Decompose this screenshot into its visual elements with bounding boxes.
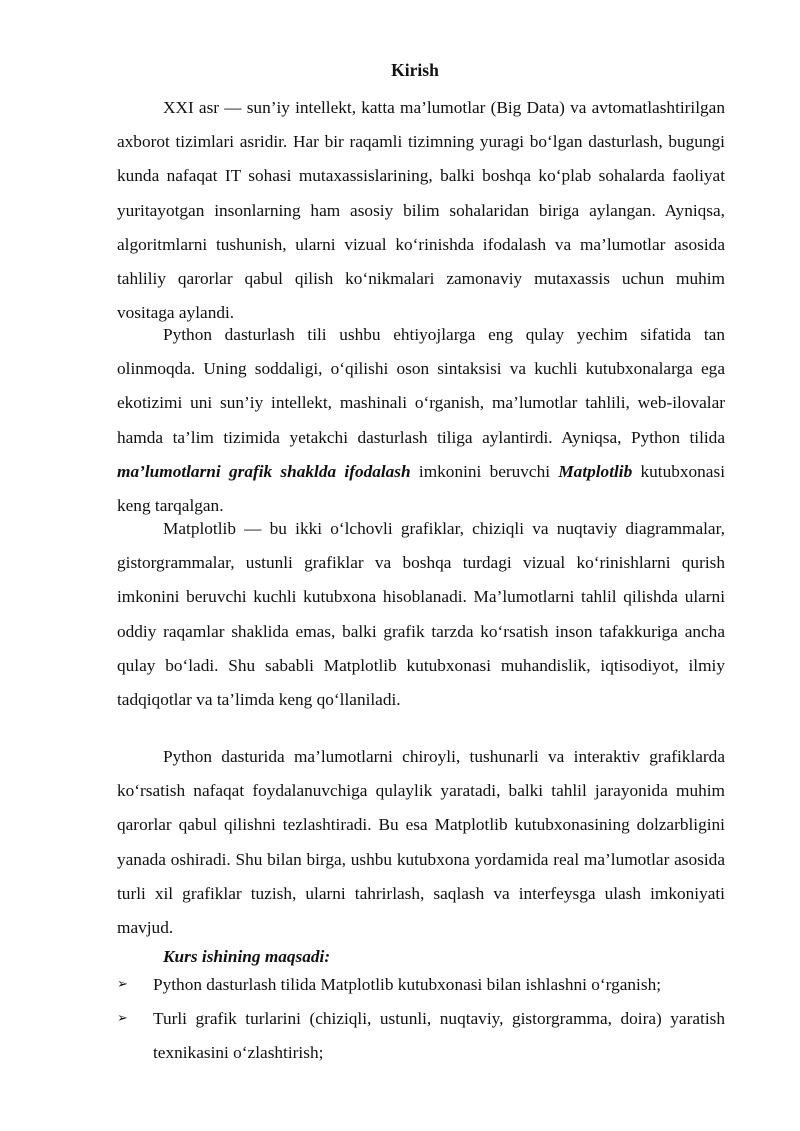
paragraph-python-text-c: kutubxonasi keng tarqalgan.: [117, 461, 725, 516]
paragraph-visualization-text: Python dasturida ma’lumotlarni chiroyli, tushunarli va interaktiv grafiklarda ko‘rsatish nafaqat foydalanuvchiga qulaylik yaratadi, balki tahlil jarayonida muhim qarorlar qabul qilishni tezlashtiradi. Bu esa Matplotlib kutubxonasining dolzarbligini yanada oshiradi. Shu bilan birga, ushbu kutubxona yordamida real ma’lumotlar asosida turli xil grafiklar tuzish, ularni tahrirlash, saqlash va interfeysga ulash imkoniyati mavjud.: [117, 747, 725, 938]
paragraph-intro-text: XXI asr — sun’iy intellekt, katta ma’lumotlar (Big Data) va avtomatlashtirilgan axborot tizimlari asridir. Har bir raqamli tizimning yuragi bo‘lgan dasturlash, bugungi kunda nafaqat IT sohasi mutaxassislarining, balki boshqa ko‘plab sohalarda faoliyat yuritayotgan insonlarning ham asosiy bilim sohalaridan biriga aylangan. Ayniqsa, algoritmlarni tushunish, ularni vizual ko‘rinishda ifodalash va ma’lumotlar asosida tahliliy qarorlar qabul qilish ko‘nikmalari zamonaviy mutaxassis uchun muhim vositaga aylandi.: [117, 98, 725, 323]
paragraph-python-text-b: imkonini beruvchi: [410, 461, 559, 481]
paragraph-python-text-a: Python dasturlash tili ushbu ehtiyojlarga eng qulay yechim sifatida tan olinmoqda. Uning soddaligi, o‘qilishi oson sintaksisi va kuchli kutubxonalarga ega ekotizimi uni sun’iy intellekt, mashinali o‘rganish, ma’lumotlar tahlili, web-ilovalar hamda ta’lim tizimida yetakchi dasturlash tiliga aylantirdi. Ayniqsa, Python tilida: [117, 325, 725, 447]
list-item-text: Turli grafik turlarini (chiziqli, ustunli, nuqtaviy, gistorgramma, doira) yaratish texnikasini o‘zlashtirish;: [153, 1009, 725, 1063]
list-item: [117, 1002, 725, 1070]
paragraph-matplotlib-text: Matplotlib — bu ikki o‘lchovli grafiklar, chiziqli va nuqtaviy diagrammalar, gistorgrammalar, ustunli grafiklar va boshqa turdagi vizual ko‘rinishlarni qurish imkonini beruvchi kuchli kutubxona hisoblanadi. Ma’lumotlarni tahlil qilishda ularni oddiy raqamlar shaklida emas, balki grafik tarzda ko‘rsatish inson tafakkuriga ancha qulay bo‘ladi. Shu sababli Matplotlib kutubxonasi muhandislik, iqtisodiyot, ilmiy tadqiqotlar va ta’limda keng qo‘llaniladi.: [117, 519, 725, 710]
paragraph-visualization: [117, 740, 725, 945]
arrow-bullet-icon: ➢: [117, 1011, 128, 1027]
list-item: [117, 968, 725, 1002]
paragraph-intro: [117, 91, 725, 330]
goal-list: [117, 968, 725, 1071]
paragraph-python: [117, 318, 725, 523]
goal-heading: Kurs ishining maqsadi:: [163, 947, 331, 966]
emphasis-phrase: ma’lumotlarni grafik shaklda ifodalash: [117, 461, 411, 481]
arrow-bullet-icon: ➢: [117, 977, 128, 992]
list-item-text: Python dasturlash tilida Matplotlib kutubxonasi bilan ishlashni o‘rganish;: [153, 975, 662, 994]
emphasis-matplotlib: Matplotlib: [558, 461, 633, 481]
page-title: Kirish: [391, 60, 439, 80]
paragraph-matplotlib: [117, 512, 725, 717]
